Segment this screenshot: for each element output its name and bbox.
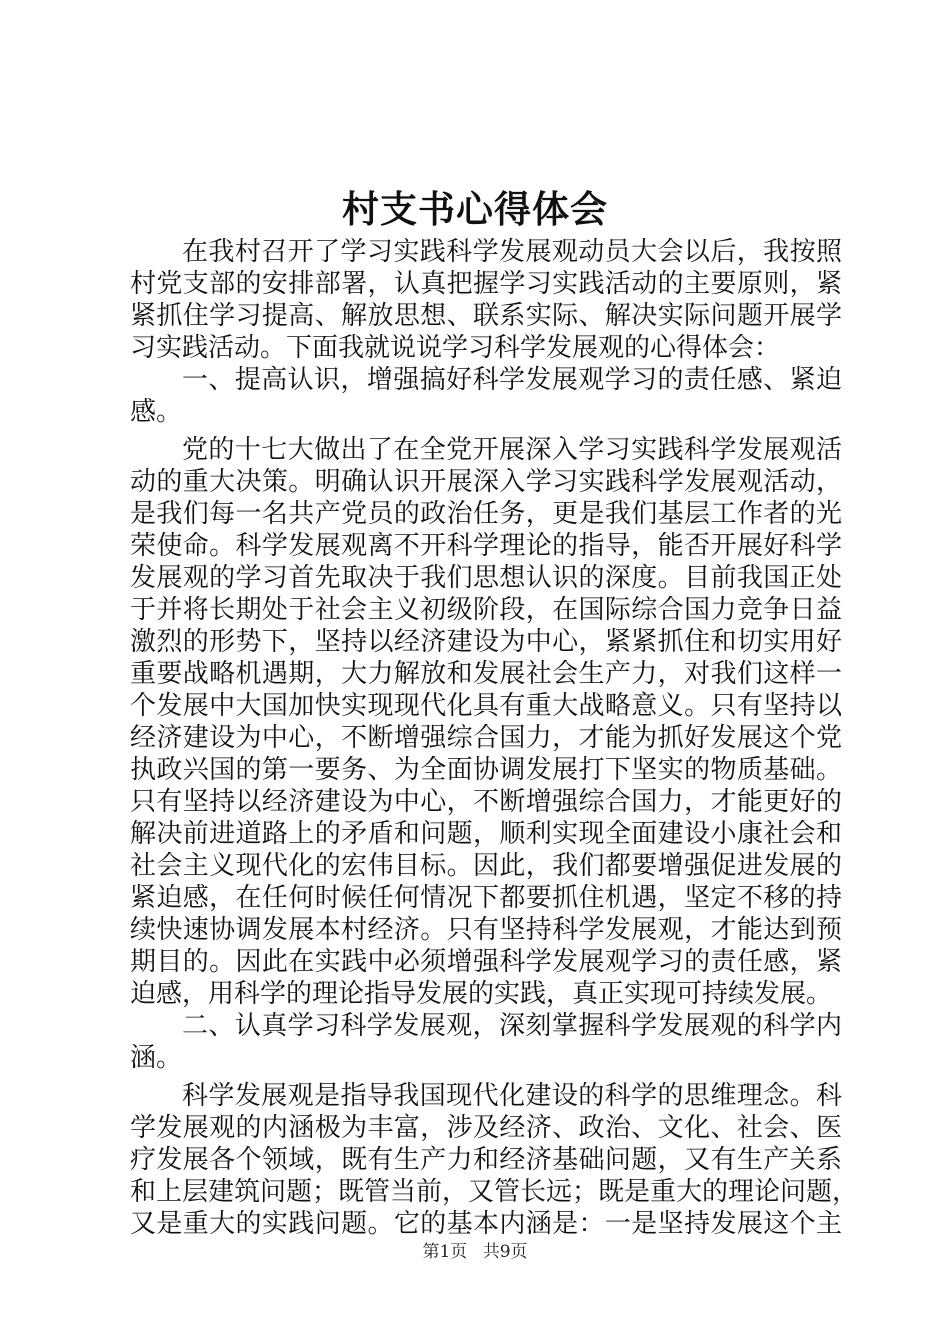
body-line: 经济建设为中心，不断增强综合国力，才能为抓好发展这个党 bbox=[130, 723, 842, 753]
body-line: 又是重大的实践问题。它的基本内涵是：一是坚持发展这个主 bbox=[130, 1209, 842, 1239]
body-line: 和上层建筑问题；既管当前，又管长远；既是重大的理论问题， bbox=[130, 1177, 859, 1207]
body-line: 紧抓住学习提高、解放思想、联系实际、解决实际问题开展学 bbox=[130, 301, 842, 331]
body-line: 涵。 bbox=[130, 1043, 183, 1073]
page-number: 第1页 bbox=[422, 1242, 468, 1262]
body-line: 重要战略机遇期，大力解放和发展社会生产力，对我们这样一 bbox=[130, 659, 842, 689]
page-total: 共9页 bbox=[482, 1242, 528, 1262]
body-line: 动的重大决策。明确认识开展深入学习实践科学发展观活动， bbox=[130, 467, 842, 497]
body-line: 学发展观的内涵极为丰富，涉及经济、政治、文化、社会、医 bbox=[130, 1113, 842, 1143]
body-line: 于并将长期处于社会主义初级阶段，在国际综合国力竞争日益 bbox=[130, 595, 842, 625]
body-line: 荣使命。科学发展观离不开科学理论的指导，能否开展好科学 bbox=[130, 531, 842, 561]
body-line: 党的十七大做出了在全党开展深入学习实践科学发展观活 bbox=[182, 435, 842, 465]
document-title: 村支书心得体会 bbox=[342, 187, 608, 231]
body-line: 一、提高认识，增强搞好科学发展观学习的责任感、紧迫 bbox=[182, 365, 842, 395]
body-line: 感。 bbox=[130, 397, 183, 427]
body-line: 续快速协调发展本村经济。只有坚持科学发展观，才能达到预 bbox=[130, 915, 842, 945]
document-body bbox=[130, 236, 859, 1240]
body-line: 个发展中大国加快实现现代化具有重大战略意义。只有坚持以 bbox=[130, 691, 842, 721]
body-line: 社会主义现代化的宏伟目标。因此，我们都要增强促进发展的 bbox=[130, 851, 842, 881]
body-line: 迫感，用科学的理论指导发展的实践，真正实现可持续发展。 bbox=[130, 979, 833, 1009]
body-line: 疗发展各个领域，既有生产力和经济基础问题，又有生产关系 bbox=[130, 1145, 842, 1175]
body-line: 村党支部的安排部署，认真把握学习实践活动的主要原则，紧 bbox=[130, 269, 842, 299]
body-line: 期目的。因此在实践中必须增强科学发展观学习的责任感，紧 bbox=[130, 947, 842, 977]
body-line: 发展观的学习首先取决于我们思想认识的深度。目前我国正处 bbox=[130, 563, 842, 593]
body-line: 解决前进道路上的矛盾和问题，顺利实现全面建设小康社会和 bbox=[130, 819, 842, 849]
body-line: 在我村召开了学习实践科学发展观动员大会以后，我按照 bbox=[182, 237, 842, 267]
body-line: 是我们每一名共产党员的政治任务，更是我们基层工作者的光 bbox=[130, 499, 842, 529]
body-line: 激烈的形势下，坚持以经济建设为中心，紧紧抓住和切实用好 bbox=[130, 627, 842, 657]
body-line: 科学发展观是指导我国现代化建设的科学的思维理念。科 bbox=[182, 1081, 842, 1111]
body-line: 执政兴国的第一要务、为全面协调发展打下坚实的物质基础。 bbox=[130, 755, 842, 785]
body-line: 只有坚持以经济建设为中心，不断增强综合国力，才能更好的 bbox=[130, 787, 842, 817]
body-line: 习实践活动。下面我就说说学习科学发展观的心得体会： bbox=[130, 333, 781, 363]
body-line: 紧迫感，在任何时候任何情况下都要抓住机遇，坚定不移的持 bbox=[130, 883, 842, 913]
body-line: 二、认真学习科学发展观，深刻掌握科学发展观的科学内 bbox=[182, 1011, 842, 1041]
page-footer bbox=[0, 1240, 950, 1264]
